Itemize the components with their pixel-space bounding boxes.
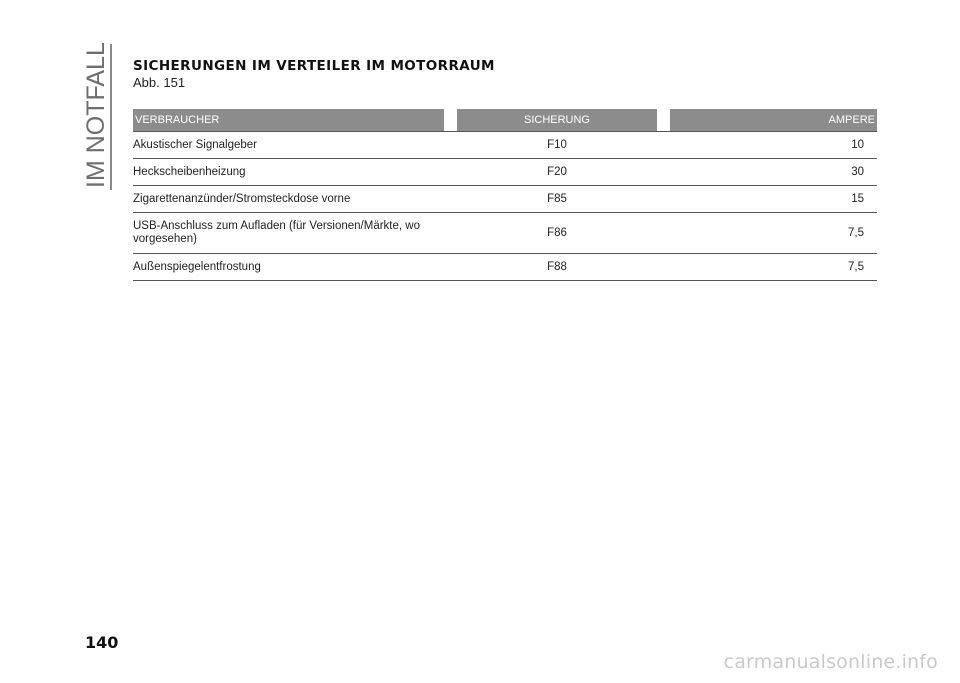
cell-fuse: F20	[547, 166, 567, 178]
header-fuse: SICHERUNG	[457, 109, 657, 131]
table-row	[133, 132, 877, 159]
watermark-text: carmanualsonline.info	[723, 651, 938, 673]
figure-reference: Abb. 151	[133, 75, 186, 90]
cell-fuse: F86	[547, 227, 567, 239]
cell-consumer: Akustischer Signalgeber	[133, 138, 258, 151]
header-consumer: VERBRAUCHER	[133, 109, 444, 131]
cell-fuse: F88	[547, 261, 567, 273]
chapter-divider-line	[110, 44, 112, 190]
chapter-side-tab	[82, 42, 110, 188]
table-row	[133, 159, 877, 186]
cell-ampere: 7,5	[848, 227, 864, 239]
table-header	[133, 109, 877, 131]
chapter-label: IM NOTFALL	[82, 42, 110, 188]
cell-ampere: 30	[851, 166, 864, 178]
cell-ampere: 7,5	[848, 261, 864, 273]
table-row	[133, 213, 877, 254]
page-number: 140	[85, 633, 119, 652]
cell-ampere: 15	[851, 193, 864, 205]
cell-fuse: F10	[547, 139, 567, 151]
cell-consumer: USB-Anschluss zum Aufladen (für Versionen/Märkte, wo vorgesehen)	[133, 220, 420, 245]
cell-consumer: Zigarettenanzünder/Stromsteckdose vorne	[133, 192, 351, 205]
table-row	[133, 254, 877, 281]
fuse-table	[133, 109, 877, 281]
header-ampere: AMPERE	[670, 109, 877, 131]
section-title: SICHERUNGEN IM VERTEILER IM MOTORRAUM	[133, 58, 495, 74]
cell-fuse: F85	[547, 193, 567, 205]
cell-ampere: 10	[851, 139, 864, 151]
cell-consumer: Außenspiegelentfrostung	[133, 260, 261, 273]
table-row	[133, 186, 877, 213]
cell-consumer: Heckscheibenheizung	[133, 165, 246, 178]
